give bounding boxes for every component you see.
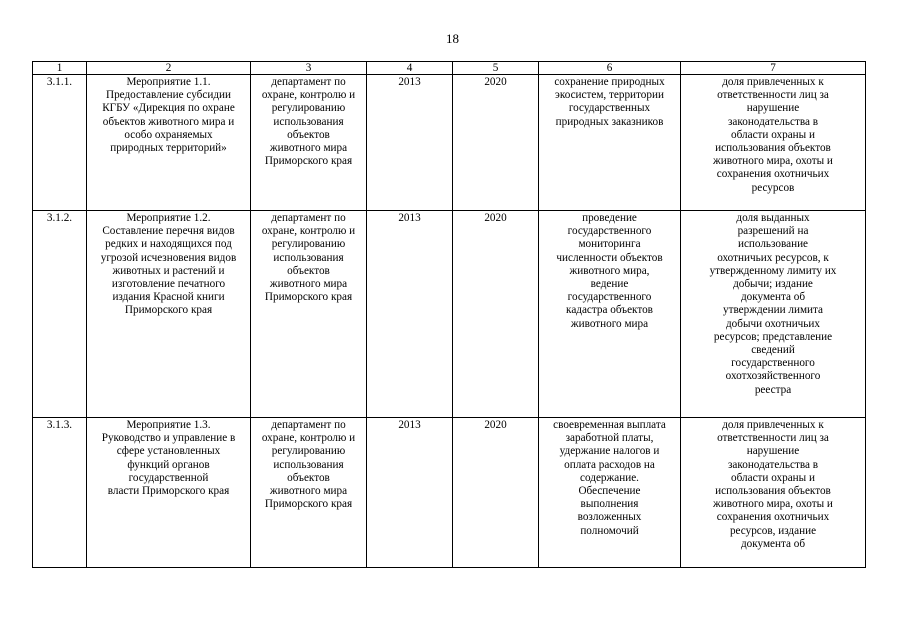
page-number: 18 xyxy=(446,31,459,46)
cell-line: Мероприятие 1.1. xyxy=(126,76,211,88)
header-cell: 4 xyxy=(367,62,453,75)
cell-line: доля привлеченных к xyxy=(722,419,824,431)
code-cell: 3.1.2. xyxy=(33,211,87,418)
cell-line: животного мира, охоты и xyxy=(713,498,833,511)
cell-line: государственного xyxy=(567,291,652,304)
cell-line: функций органов xyxy=(127,458,210,471)
cell-line: нарушение xyxy=(746,102,800,115)
table-row xyxy=(33,418,866,568)
executor-cell xyxy=(251,418,367,568)
cell-line: животных и растений и xyxy=(112,264,225,277)
end-year-cell: 2020 xyxy=(453,75,539,211)
cell-line: своевременная выплата xyxy=(553,419,666,431)
cell-line: государственных xyxy=(568,102,651,115)
cell-line: ведение xyxy=(590,278,629,291)
cell-line: Приморского края xyxy=(264,291,353,304)
start-year-cell: 2013 xyxy=(367,418,453,568)
table-row xyxy=(33,211,866,418)
table-header-row xyxy=(33,62,866,75)
cell-line: Приморского края xyxy=(264,155,353,168)
cell-line: добычи охотничьих xyxy=(725,317,820,330)
cell-line: документа об xyxy=(740,537,806,550)
cell-line: департамент по xyxy=(271,76,346,88)
cell-line: природных заказников xyxy=(555,115,664,128)
header-cell: 3 xyxy=(251,62,367,75)
cell-line: животного мира xyxy=(269,142,348,155)
cell-line: охране, контролю и xyxy=(261,89,356,102)
measure-cell xyxy=(87,418,251,568)
cell-line: Руководство и управление в xyxy=(101,432,236,445)
cell-line: сохранения охотничьих xyxy=(716,511,830,524)
cell-line: оплата расходов на xyxy=(564,458,655,471)
cell-line: использования объектов xyxy=(715,485,831,498)
cell-line: законодательства в xyxy=(727,458,819,471)
cell-line: сохранения охотничьих xyxy=(716,168,830,181)
header-cell: 5 xyxy=(453,62,539,75)
cell-line: сведений xyxy=(751,344,795,357)
cell-line: государственного xyxy=(731,357,815,370)
cell-line: полномочий xyxy=(580,524,639,537)
executor-cell xyxy=(251,75,367,211)
cell-line: ресурсов xyxy=(751,181,795,194)
end-year-cell: 2020 xyxy=(453,211,539,418)
start-year-cell: 2013 xyxy=(367,75,453,211)
indicator-cell xyxy=(681,418,866,568)
cell-line: редких и находящихся под xyxy=(105,238,232,251)
indicator-cell xyxy=(681,211,866,418)
cell-line: законодательства в xyxy=(727,115,819,128)
cell-line: использования объектов xyxy=(715,142,831,155)
cell-line: Предоставление субсидии xyxy=(105,89,231,102)
cell-line: объектов животного мира и xyxy=(102,115,235,128)
cell-line: государственного xyxy=(567,225,652,238)
cell-line: Мероприятие 1.3. xyxy=(126,419,211,431)
cell-line: природных территорий» xyxy=(110,142,227,155)
cell-line: объектов xyxy=(287,471,330,484)
cell-line: области охраны и xyxy=(731,471,815,484)
cell-line: департамент по xyxy=(271,212,346,224)
cell-line: утвержденному лимиту их xyxy=(709,264,837,277)
cell-line: удержание налогов и xyxy=(559,445,660,458)
cell-line: ресурсов; представление xyxy=(713,330,833,343)
cell-line: использования xyxy=(273,115,344,128)
cell-line: власти Приморского края xyxy=(107,485,230,498)
cell-line: животного мира, охоты и xyxy=(713,155,833,168)
header-cell: 2 xyxy=(87,62,251,75)
cell-line: добычи; издание xyxy=(733,278,813,291)
cell-line: угрозой исчезновения видов xyxy=(100,251,237,264)
cell-line: заработной платы, xyxy=(565,432,654,445)
cell-line: проведение xyxy=(582,212,637,224)
cell-line: реестра xyxy=(754,383,792,396)
measures-table xyxy=(32,61,866,568)
cell-line: использование xyxy=(737,238,809,251)
header-cell: 1 xyxy=(33,62,87,75)
cell-line: животного мира xyxy=(269,278,348,291)
cell-line: ответственности лиц за xyxy=(717,89,829,102)
cell-line: использования xyxy=(273,458,344,471)
cell-line: Приморского края xyxy=(124,304,213,317)
measure-cell xyxy=(87,211,251,418)
cell-line: кадастра объектов xyxy=(566,304,653,317)
cell-line: Приморского края xyxy=(264,498,353,511)
cell-line: изготовление печатного xyxy=(111,278,226,291)
cell-line: документа об xyxy=(740,291,806,304)
start-year-cell: 2013 xyxy=(367,211,453,418)
cell-line: ресурсов, издание xyxy=(729,524,817,537)
cell-line: Обеспечение xyxy=(578,485,641,498)
cell-line: объектов xyxy=(287,264,330,277)
cell-line: утверждении лимита xyxy=(722,304,824,317)
end-year-cell: 2020 xyxy=(453,418,539,568)
cell-line: ответственности лиц за xyxy=(717,432,829,445)
table-row xyxy=(33,75,866,211)
header-cell: 7 xyxy=(681,62,866,75)
header-cell: 6 xyxy=(539,62,681,75)
cell-line: использования xyxy=(273,251,344,264)
cell-line: численности объектов xyxy=(556,251,663,264)
cell-line: издания Красной книги xyxy=(112,291,225,304)
cell-line: охране, контролю и xyxy=(261,225,356,238)
code-cell: 3.1.1. xyxy=(33,75,87,211)
measure-cell xyxy=(87,75,251,211)
indicator-cell xyxy=(681,75,866,211)
result-cell xyxy=(539,75,681,211)
cell-line: разрешений на xyxy=(737,225,809,238)
cell-line: выполнения xyxy=(580,498,639,511)
cell-line: области охраны и xyxy=(731,128,815,141)
cell-line: нарушение xyxy=(746,445,800,458)
cell-line: регулированию xyxy=(271,238,346,251)
cell-line: животного мира xyxy=(570,317,649,330)
cell-line: доля выданных xyxy=(736,212,810,224)
cell-line: охотхозяйственного xyxy=(725,370,821,383)
cell-line: возложенных xyxy=(577,511,642,524)
cell-line: животного мира, xyxy=(569,264,650,277)
code-cell: 3.1.3. xyxy=(33,418,87,568)
cell-line: сфере установленных xyxy=(116,445,221,458)
cell-line: животного мира xyxy=(269,485,348,498)
cell-line: государственной xyxy=(128,471,209,484)
cell-line: охране, контролю и xyxy=(261,432,356,445)
cell-line: департамент по xyxy=(271,419,346,431)
cell-line: Мероприятие 1.2. xyxy=(126,212,211,224)
cell-line: КГБУ «Дирекция по охране xyxy=(102,102,235,115)
cell-line: объектов xyxy=(287,128,330,141)
cell-line: мониторинга xyxy=(578,238,641,251)
cell-line: регулированию xyxy=(271,445,346,458)
cell-line: экосистем, территории xyxy=(555,89,664,102)
result-cell xyxy=(539,211,681,418)
cell-line: содержание. xyxy=(580,471,639,484)
cell-line: охотничьих ресурсов, к xyxy=(717,251,829,264)
cell-line: Составление перечня видов xyxy=(102,225,235,238)
result-cell xyxy=(539,418,681,568)
cell-line: сохранение природных xyxy=(554,76,665,88)
cell-line: регулированию xyxy=(271,102,346,115)
executor-cell xyxy=(251,211,367,418)
cell-line: доля привлеченных к xyxy=(722,76,824,88)
cell-line: особо охраняемых xyxy=(124,128,213,141)
